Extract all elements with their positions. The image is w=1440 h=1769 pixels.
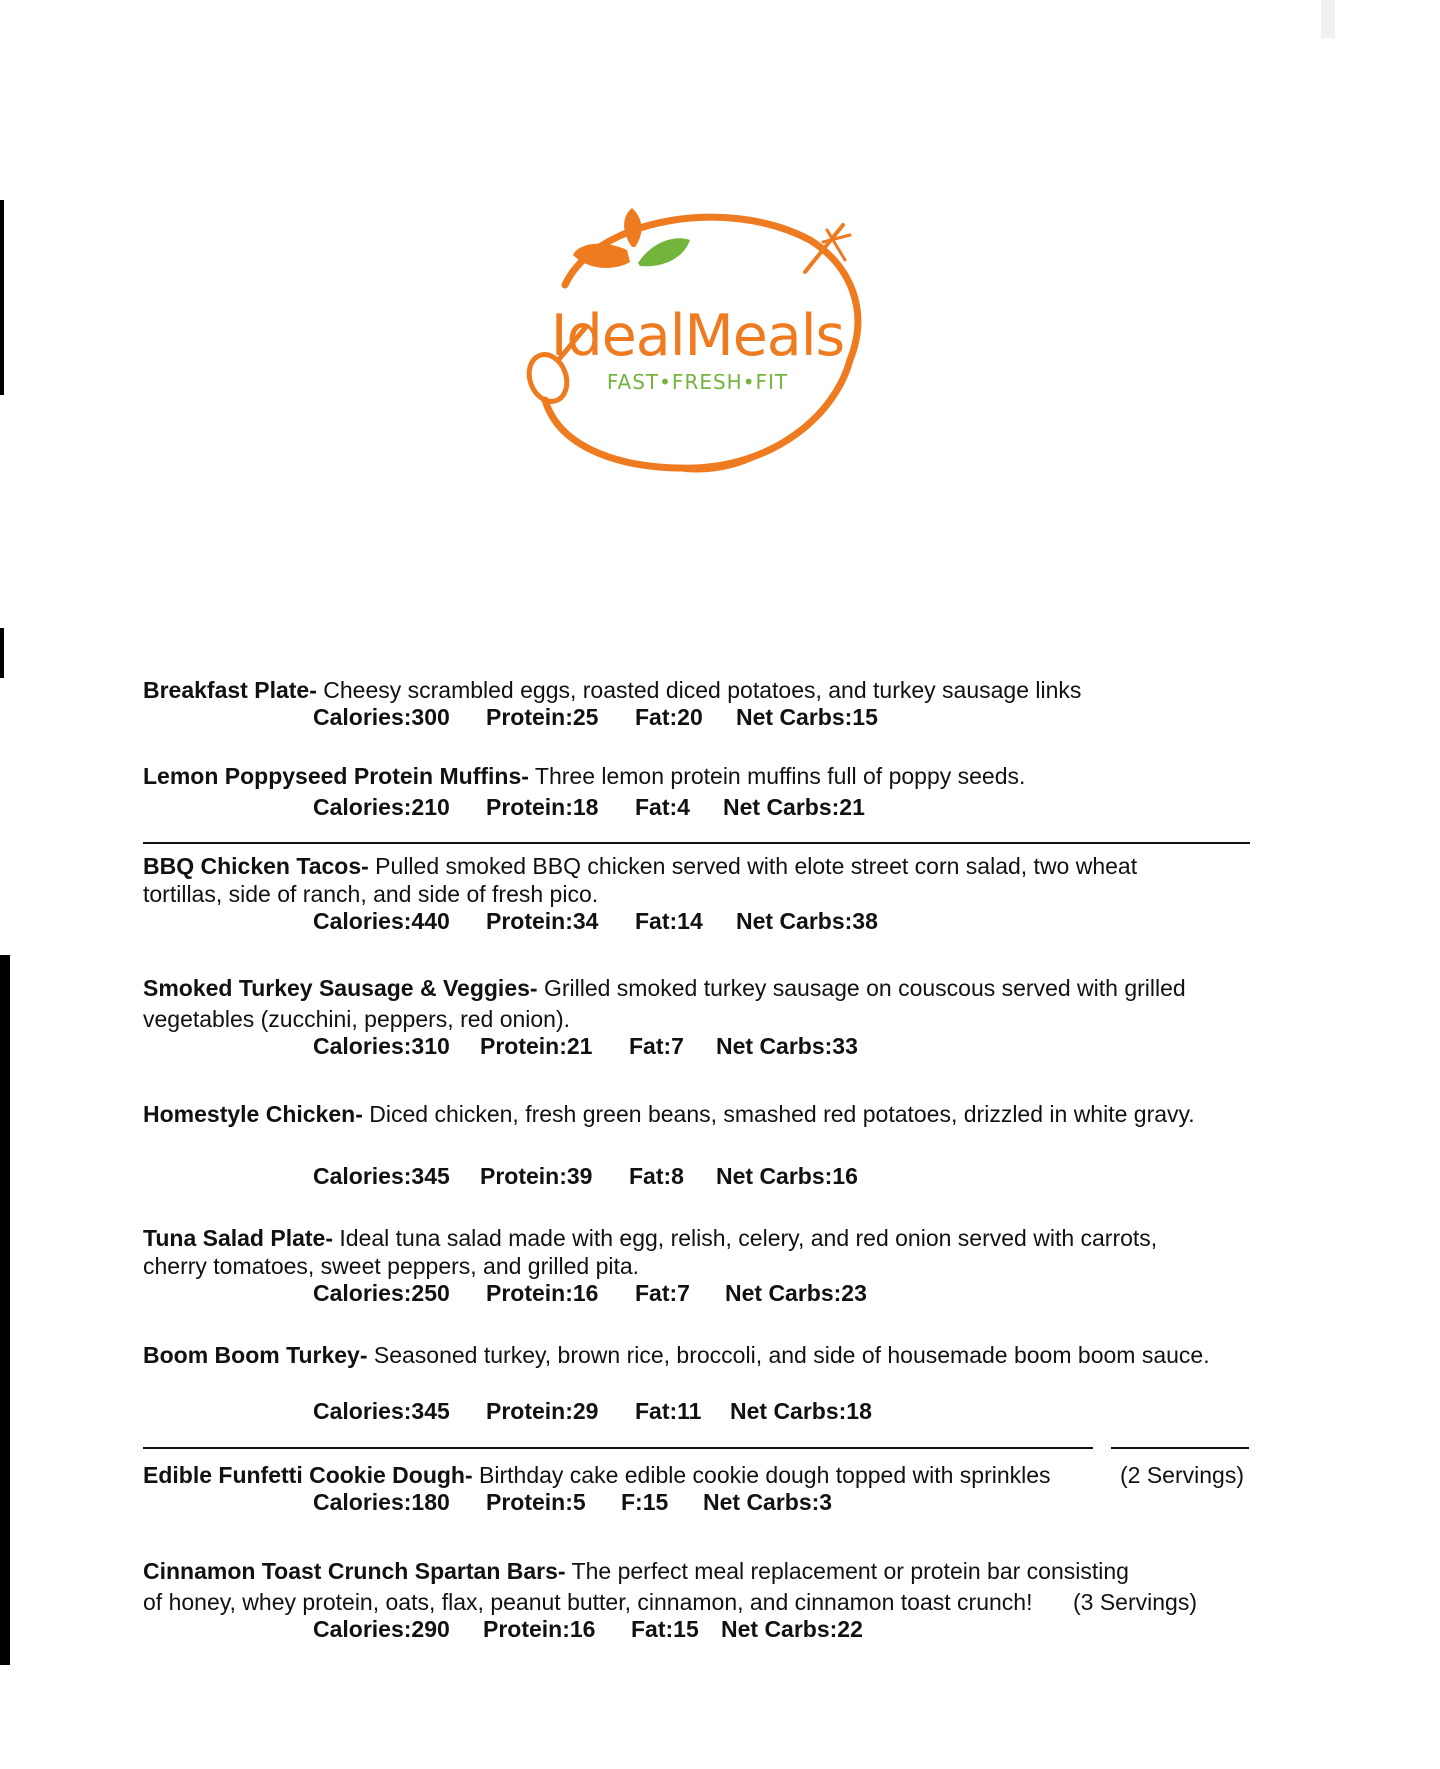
menu-item xyxy=(143,1556,1263,1646)
item-text: Diced chicken, fresh green beans, smashed red potatoes, drizzled in white gravy. xyxy=(362,1101,1195,1127)
protein: Protein:16 xyxy=(483,1616,596,1642)
fat: Fat:20 xyxy=(635,704,703,730)
fat: F:15 xyxy=(621,1489,669,1515)
menu-item xyxy=(143,1341,1263,1428)
fat: Fat:7 xyxy=(635,1280,690,1306)
scan-edge xyxy=(0,628,4,678)
protein: Protein:25 xyxy=(486,704,599,730)
item-name: Breakfast Plate- xyxy=(143,677,317,703)
net-carbs: Net Carbs:33 xyxy=(716,1033,858,1059)
item-nutrition xyxy=(143,1280,1263,1310)
item-name: Boom Boom Turkey- xyxy=(143,1342,368,1368)
item-nutrition xyxy=(143,908,1263,938)
item-name: BBQ Chicken Tacos- xyxy=(143,853,369,879)
protein: Protein:34 xyxy=(486,908,599,934)
section-divider xyxy=(1111,1447,1249,1449)
item-description xyxy=(143,676,1263,704)
section-divider xyxy=(143,1447,1093,1449)
fat: Fat:4 xyxy=(635,794,690,820)
menu-item xyxy=(143,762,1263,824)
item-name: Tuna Salad Plate- xyxy=(143,1225,334,1251)
item-nutrition xyxy=(143,704,1263,734)
calories: Calories:300 xyxy=(313,704,450,730)
item-text: Birthday cake edible cookie dough topped with sprinkles xyxy=(472,1462,1051,1488)
item-text: Three lemon protein muffins full of poppy seeds. xyxy=(528,763,1026,789)
item-text: Pulled smoked BBQ chicken served with elote street corn salad, two wheat tortillas, side of ranch, and side of fresh pico. xyxy=(143,853,1138,907)
item-nutrition xyxy=(143,1489,1263,1519)
fat: Fat:11 xyxy=(635,1398,702,1424)
menu-item xyxy=(143,1100,1263,1193)
item-name: Edible Funfetti Cookie Dough- xyxy=(143,1462,473,1488)
item-description xyxy=(143,762,1263,790)
net-carbs: Net Carbs:23 xyxy=(725,1280,867,1306)
item-name: Smoked Turkey Sausage & Veggies- xyxy=(143,975,538,1001)
menu-item xyxy=(143,676,1263,734)
item-name: Homestyle Chicken- xyxy=(143,1101,363,1127)
item-name: Lemon Poppyseed Protein Muffins- xyxy=(143,763,529,789)
net-carbs: Net Carbs:22 xyxy=(721,1616,863,1642)
net-carbs: Net Carbs:18 xyxy=(730,1398,872,1424)
calories: Calories:250 xyxy=(313,1280,450,1306)
protein: Protein:18 xyxy=(486,794,599,820)
protein: Protein:39 xyxy=(480,1163,593,1189)
scan-edge xyxy=(0,200,4,395)
brand-logo xyxy=(505,200,890,490)
calories: Calories:180 xyxy=(313,1489,450,1515)
scan-edge xyxy=(0,955,10,1665)
item-nutrition xyxy=(143,794,1263,824)
menu-item xyxy=(143,1224,1263,1310)
protein: Protein:5 xyxy=(486,1489,586,1515)
menu-item xyxy=(143,852,1263,938)
net-carbs: Net Carbs:38 xyxy=(736,908,878,934)
menu-item xyxy=(143,973,1263,1063)
item-name: Cinnamon Toast Crunch Spartan Bars- xyxy=(143,1558,566,1584)
menu-item xyxy=(143,1461,1263,1519)
item-text: Grilled smoked turkey sausage on couscous served with grilled vegetables (zucchini, peppers, red onion). xyxy=(143,975,1186,1032)
item-nutrition xyxy=(143,1616,1263,1646)
calories: Calories:310 xyxy=(313,1033,450,1059)
logo-title: IdealMeals xyxy=(550,303,845,369)
protein: Protein:16 xyxy=(486,1280,599,1306)
item-description xyxy=(143,852,1193,908)
scan-mark xyxy=(1321,0,1335,38)
item-description xyxy=(143,1556,1133,1618)
calories: Calories:210 xyxy=(313,794,450,820)
calories: Calories:440 xyxy=(313,908,450,934)
fat: Fat:15 xyxy=(631,1616,699,1642)
fat: Fat:14 xyxy=(635,908,703,934)
fat: Fat:8 xyxy=(629,1163,684,1189)
calories: Calories:290 xyxy=(313,1616,450,1642)
item-text: Cheesy scrambled eggs, roasted diced potatoes, and turkey sausage links xyxy=(316,677,1082,703)
item-description xyxy=(143,973,1248,1035)
calories: Calories:345 xyxy=(313,1398,450,1424)
calories: Calories:345 xyxy=(313,1163,450,1189)
item-description xyxy=(143,1341,1263,1369)
section-divider xyxy=(143,842,1250,844)
net-carbs: Net Carbs:21 xyxy=(723,794,865,820)
net-carbs: Net Carbs:3 xyxy=(703,1489,833,1515)
net-carbs: Net Carbs:16 xyxy=(716,1163,858,1189)
logo-tagline: FAST•FRESH•FIT xyxy=(606,370,789,394)
item-nutrition xyxy=(143,1163,1263,1193)
servings-note: (2 Servings) xyxy=(1120,1462,1244,1488)
item-description xyxy=(143,1461,1263,1489)
protein: Protein:21 xyxy=(480,1033,593,1059)
item-nutrition xyxy=(143,1033,1263,1063)
protein: Protein:29 xyxy=(486,1398,599,1424)
servings-note: (3 Servings) xyxy=(1073,1589,1197,1615)
item-text: The perfect meal replacement or protein bar consisting of honey, whey protein, oats, flax, peanut butter, cinnamon, and cinnamon toast crunch! xyxy=(143,1558,1129,1615)
fat: Fat:7 xyxy=(629,1033,684,1059)
item-description xyxy=(143,1224,1193,1280)
item-description xyxy=(143,1100,1263,1128)
item-nutrition xyxy=(143,1398,1263,1428)
item-text: Seasoned turkey, brown rice, broccoli, and side of housemade boom boom sauce. xyxy=(367,1342,1210,1368)
net-carbs: Net Carbs:15 xyxy=(736,704,878,730)
item-text: Ideal tuna salad made with egg, relish, celery, and red onion served with carrots, cherry tomatoes, sweet peppers, and grilled pita. xyxy=(143,1225,1158,1279)
